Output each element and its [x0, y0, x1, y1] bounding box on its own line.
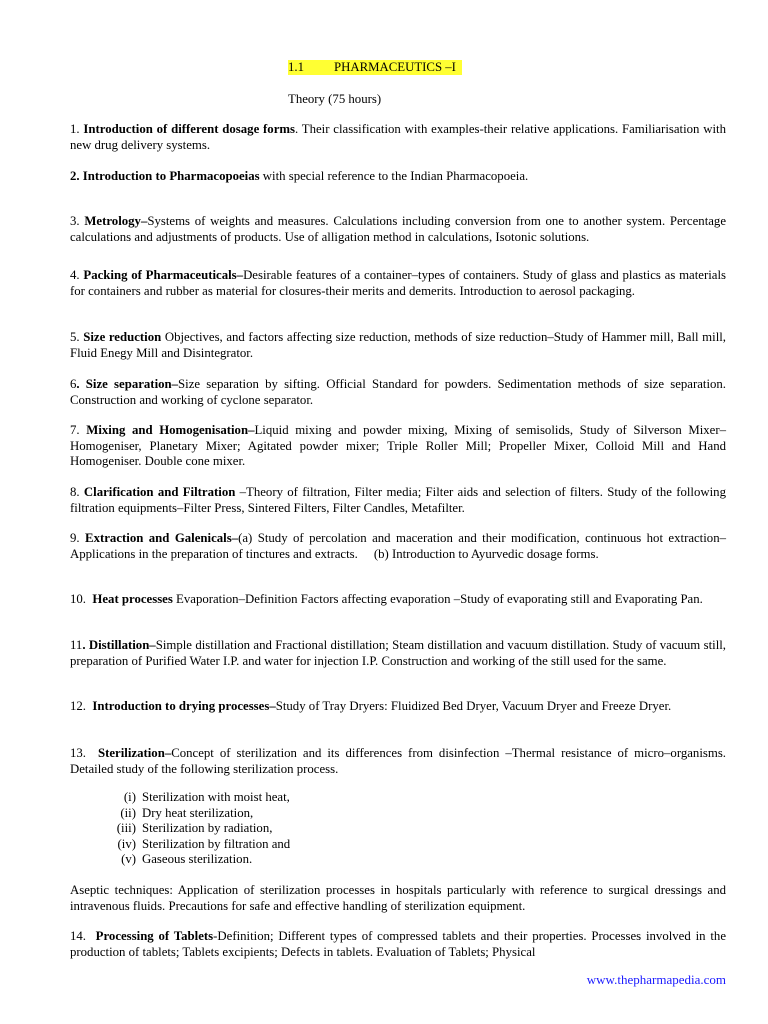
list-item-text: Sterilization by filtration and [142, 836, 291, 851]
section-number: 8. [70, 485, 80, 499]
section-heading: . Distillation– [82, 638, 156, 652]
aseptic-paragraph: Aseptic techniques: Application of sterilization processes in hospitals particularly with reference to surgical dressings and intravenous fluids. Precautions for safe and effective handling of sterilization equipment. [70, 883, 726, 913]
section-1 [70, 122, 726, 153]
section-heading: Extraction and Galenicals– [85, 531, 239, 545]
list-item [98, 806, 398, 822]
section-text: Evaporation–Definition Factors affecting evaporation –Study of evaporating still and Evaporating Pan. [172, 592, 703, 606]
list-item-text: Sterilization by radiation, [142, 821, 273, 835]
section-5 [70, 330, 726, 361]
section-heading: . Introduction to Pharmacopoeias [76, 169, 260, 183]
section-text: with special reference to the Indian Pharmacopoeia. [259, 169, 529, 183]
section-heading: Introduction to drying processes– [92, 699, 276, 713]
page-title [288, 60, 462, 76]
section-text: -Definition; Different types of compressed tablets and their properties. Processes involved in the production of tablets; Tablets excipients; Defects in tablets. Evaluation of Tablets; Physical [70, 929, 726, 959]
footer-website-link[interactable]: www.thepharmapedia.com [586, 972, 726, 987]
section-text: Objectives, and factors affecting size reduction, methods of size reduction–Study of Hammer mill, Ball mill, Fluid Enegy Mill and Disintegrator. [70, 330, 727, 360]
section-heading: Metrology– [84, 214, 148, 228]
section-number: 3. [70, 214, 80, 228]
section-number: 1. [70, 122, 80, 136]
section-number: 4. [70, 268, 80, 282]
list-item-text: Gaseous sterilization. [142, 852, 253, 866]
section-number: 13. [70, 746, 86, 760]
section-text: Systems of weights and measures. Calculations including conversion from one to another system. Percentage calculations and adjustments of products. Use of alligation method in calculations, Isotonic solutions. [70, 214, 727, 244]
list-item-number: (iii) [116, 821, 136, 835]
section-number: 11 [70, 638, 83, 652]
sterilization-list [98, 790, 398, 868]
title-text: PHARMACEUTICS –I [334, 60, 456, 74]
section-11 [70, 638, 726, 669]
section-13 [70, 746, 726, 777]
section-9 [70, 531, 726, 562]
section-number: 6 [70, 377, 77, 391]
section-heading: Introduction of different dosage forms [83, 122, 296, 136]
section-text: –Theory of filtration, Filter media; Filter aids and selection of filters. Study of the following filtration equipments–Filter Press, Sintered Filters, Filter Candles, Metafilter. [70, 485, 726, 515]
section-heading: Clarification and Filtration [83, 485, 236, 499]
list-item-number: (iv) [117, 836, 136, 851]
list-item-number: (ii) [120, 805, 136, 820]
title-highlight [288, 60, 462, 75]
list-item [98, 852, 398, 868]
section-heading: Mixing and Homogenisation– [86, 423, 255, 437]
list-item [98, 790, 398, 806]
section-number: 7. [70, 423, 80, 437]
section-heading: Processing of Tablets [95, 929, 214, 943]
section-heading: Heat processes [92, 592, 173, 606]
section-heading: Packing of Pharmaceuticals– [83, 268, 244, 282]
section-number: 2 [70, 169, 77, 183]
section-number: 12. [70, 699, 86, 713]
section-14 [70, 929, 726, 960]
theory-hours: Theory (75 hours) [288, 92, 382, 106]
section-text: Concept of sterilization and its differences from disinfection –Thermal resistance of micro–organisms. Detailed study of the following sterilization process. [70, 746, 726, 776]
title-number: 1.1 [288, 60, 304, 74]
list-item-number: (i) [123, 790, 136, 804]
section-text: (a) Study of percolation and maceration and their modification, continuous hot extraction–Applications in the preparation of tinctures and extracts. (b) Introduction to Ayurvedic dosage forms. [70, 531, 726, 561]
section-number: 10. [70, 592, 86, 606]
list-item [98, 837, 398, 853]
section-number: 5. [70, 330, 80, 344]
section-heading: . Size separation– [76, 377, 179, 391]
section-6 [70, 377, 726, 408]
list-item-text: Sterilization with moist heat, [142, 790, 290, 804]
section-number: 14. [70, 929, 86, 943]
section-text: Study of Tray Dryers: Fluidized Bed Dryer, Vacuum Dryer and Freeze Dryer. [275, 699, 672, 713]
section-heading: Sterilization– [98, 746, 172, 760]
list-item [98, 821, 398, 837]
section-7 [70, 423, 726, 470]
section-number: 9. [70, 531, 80, 545]
section-text: Liquid mixing and powder mixing, Mixing of semisolids, Study of Silverson Mixer–Homogeniser, Planetary Mixer; Agitated powder mixer; Triple Roller Mill; Propeller Mixer, Colloid Mill and Hand Homogeniser. Double cone mixer. [70, 423, 727, 468]
section-text: Simple distillation and Fractional distillation; Steam distillation and vacuum distillation. Study of vacuum still, preparation of Purified Water I.P. and water for injection I.P. Construction and working of the still used for the same. [70, 638, 727, 668]
section-3 [70, 214, 726, 245]
list-item-number: (v) [121, 852, 136, 866]
section-10 [70, 592, 726, 608]
section-heading: Size reduction [83, 330, 162, 344]
section-12 [70, 699, 726, 715]
section-text: Size separation by sifting. Official Standard for powders. Sedimentation methods of size separation. Construction and working of cyclone separator. [70, 377, 726, 407]
section-8 [70, 485, 726, 516]
section-text: Desirable features of a container–types of containers. Study of glass and plastics as materials for containers and rubber as material for closures-their merits and demerits. Introduction to aerosol packaging. [70, 268, 726, 298]
section-4 [70, 268, 726, 299]
section-2 [70, 169, 566, 185]
list-item-text: Dry heat sterilization, [142, 805, 254, 820]
section-text: . Their classification with examples-their relative applications. Familiarisation with new drug delivery systems. [70, 122, 726, 152]
